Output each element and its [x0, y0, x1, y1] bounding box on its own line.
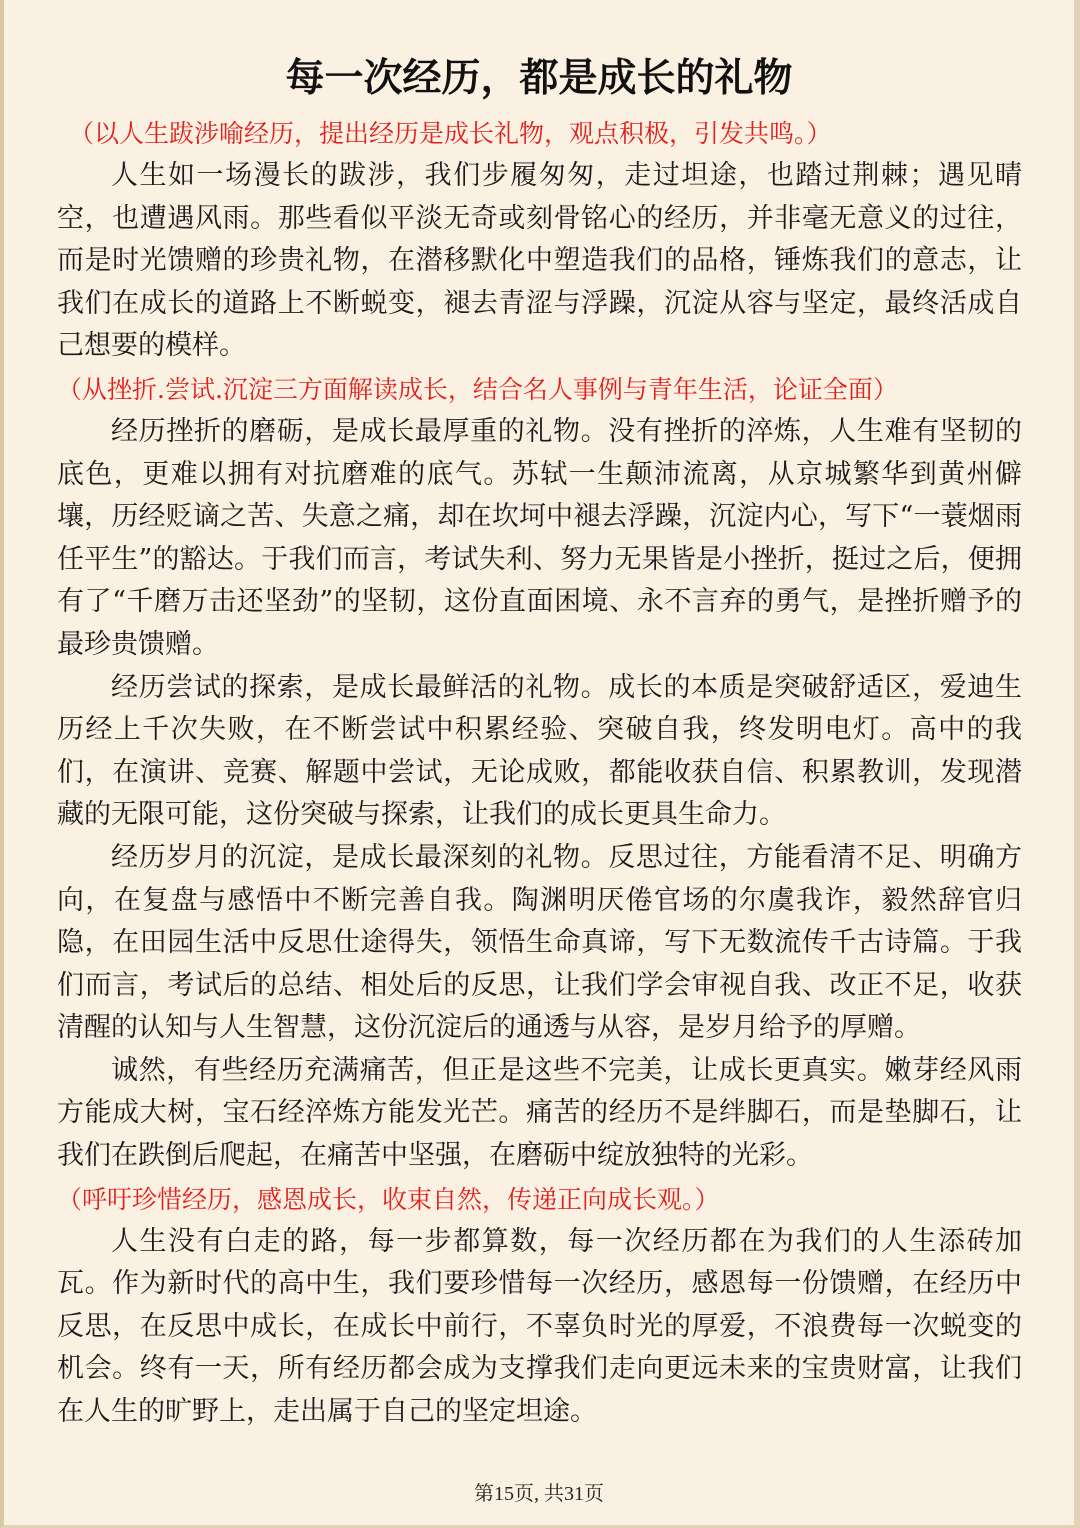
paragraph-5: 诚然，有些经历充满痛苦，但正是这些不完美，让成长更真实。嫩芽经风雨方能成大树，宝石经淬炼方能发光芒。痛苦的经历不是绊脚石，而是垫脚石，让我们在跌倒后爬起，在痛苦中坚强，在磨砺中绽放独特的光彩。: [57, 1054, 1022, 1172]
essay-body: [57, 112, 1022, 1434]
annotation-conclusion: （呼吁珍惜经历，感恩成长，收束自然，传递正向成长观。）: [57, 1184, 720, 1214]
annotation-intro: （以人生跋涉喻经历，提出经历是成长礼物，观点积极，引发共鸣。）: [69, 119, 832, 148]
paragraph-3: 经历尝试的探索，是成长最鲜活的礼物。成长的本质是突破舒适区，爱迪生历经上千次失败，在不断尝试中积累经验、突破自我，终发明电灯。高中的我们，在演讲、竞赛、解题中尝试，无论成败，都能收获自信、积累教训，发现潜藏的无限可能，这份突破与探索，让我们的成长更具生命力。: [57, 671, 1022, 831]
paragraph-2: 经历挫折的磨砺，是成长最厚重的礼物。没有挫折的淬炼，人生难有坚韧的底色，更难以拥有对抗磨难的底气。苏轼一生颠沛流离，从京城繁华到黄州僻壤，历经贬谪之苦、失意之痛，却在坎坷中褪去浮躁，沉淀内心，写下“一蓑烟雨任平生”的豁达。于我们而言，考试失利、努力无果皆是小挫折，挺过之后，便拥有了“千磨万击还坚劲”的坚韧，这份直面困境、永不言弃的勇气，是挫折赠予的最珍贵馈赠。: [57, 415, 1022, 660]
paragraph-1: 人生如一场漫长的跋涉，我们步履匆匆，走过坦途，也踏过荆棘；遇见晴空，也遭遇风雨。那些看似平淡无奇或刻骨铭心的经历，并非毫无意义的过往，而是时光馈赠的珍贵礼物，在潜移默化中塑造我们的品格，锤炼我们的意志，让我们在成长的道路上不断蜕变，褪去青涩与浮躁，沉淀从容与坚定，最终活成自己想要的模样。: [57, 160, 1022, 362]
annotation-body: （从挫折.尝试.沉淀三方面解读成长，结合名人事例与青年生活，论证全面）: [57, 374, 898, 404]
essay-title: 每一次经历，都是成长的礼物: [285, 56, 793, 101]
paragraph-6: 人生没有白走的路，每一步都算数，每一次经历都在为我们的人生添砖加瓦。作为新时代的高中生，我们要珍惜每一次经历，感恩每一份馈赠，在经历中反思，在反思中成长，在成长中前行，不辜负时光的厚爱，不浪费每一次蜕变的机会。终有一天，所有经历都会成为支撑我们走向更远未来的宝贵财富，让我们在人生的旷野上，走出属于自己的坚定坦途。: [57, 1225, 1022, 1428]
page-number: 第15页, 共31页: [474, 1483, 604, 1505]
paragraph-4: 经历岁月的沉淀，是成长最深刻的礼物。反思过往，方能看清不足、明确方向，在复盘与感悟中不断完善自我。陶渊明厌倦官场的尔虞我诈，毅然辞官归隐，在田园生活中反思仕途得失，领悟生命真谛，写下无数流传千古诗篇。于我们而言，考试后的总结、相处后的反思，让我们学会审视自我、改正不足，收获清醒的认知与人生智慧，这份沉淀后的通透与从容，是岁月给予的厚赠。: [57, 841, 1022, 1044]
